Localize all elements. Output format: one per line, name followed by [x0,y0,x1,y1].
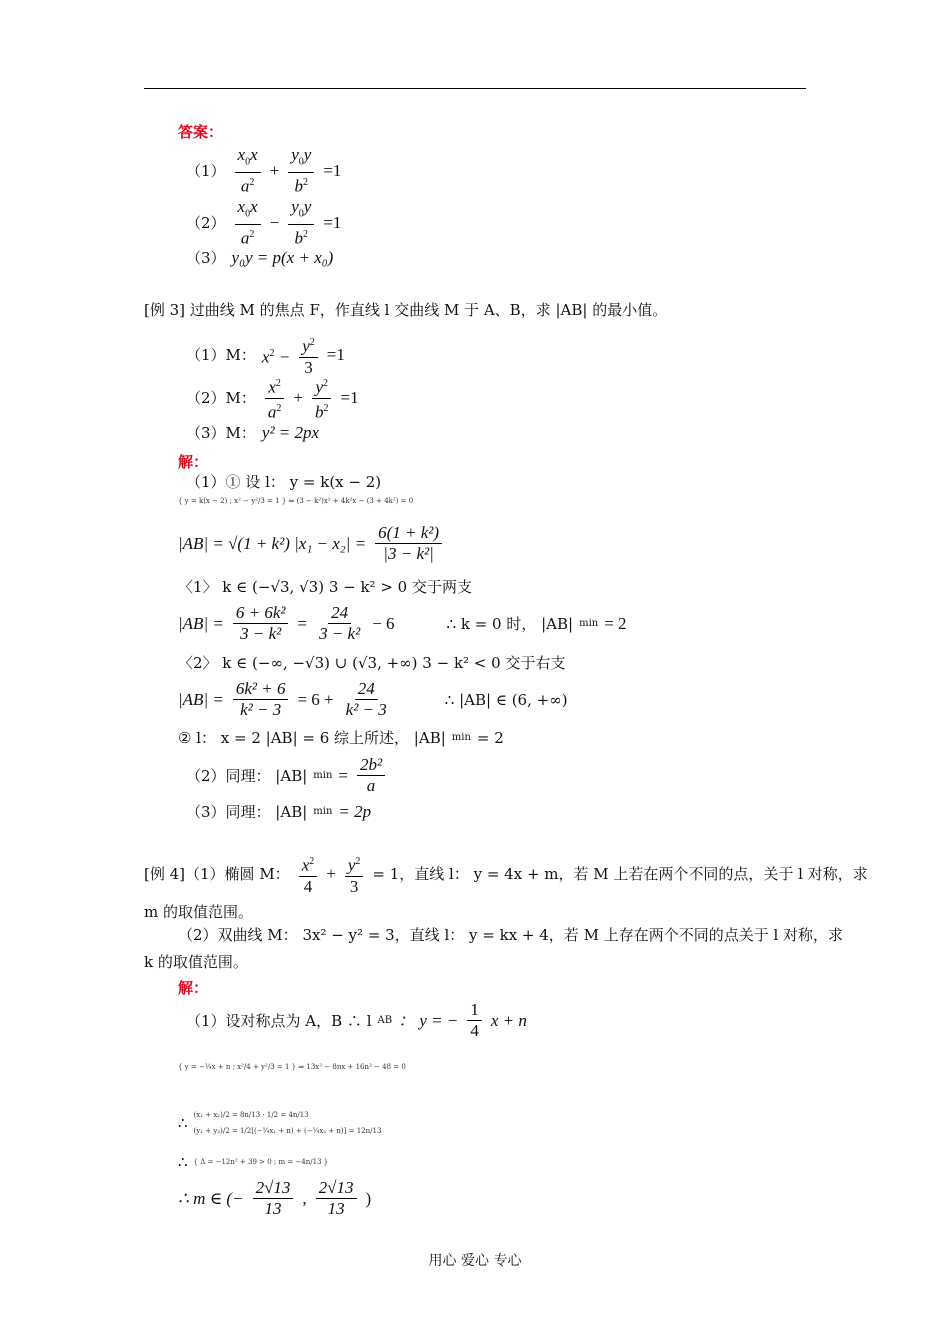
ex3-case-3-formula: y² = 2px [261,423,320,442]
frac-2sqrt13-13-b: $\frac{2√13}{13}$ [316,1178,357,1219]
frac-y0y-b2: $\frac{y_0y}{b^2}$ [288,145,314,197]
sol4-line3 [178,1110,381,1136]
frac-y2-3b: $\frac{y^2}{3}$ [345,852,364,897]
sol3-line1: （1）① 设 l： y = k(x − 2) [186,473,382,491]
sol4-tiny-system: { y = −¼x + n ; x²/4 + y²/3 = 1 } ⇒ 13x² − 8nx + 16n² − 48 = 0 [178,1063,406,1071]
min-sub-3: min [313,769,333,781]
sol3-l6b: = 6 + [297,689,334,709]
sol3-case2: 〈2〉 k ∈ (−∞, −√3) ∪ (√3, +∞) 3 − k² < 0 交于右支 [178,654,566,672]
sol3-l4c: ∴ k = 0 时， |AB| [446,614,574,633]
ex3-case-3-label: （3）M： [186,424,256,442]
frac-x0x-a2: $\frac{x_0x}{a^2}$ [235,145,261,197]
sol3-l4b: − 6 [372,613,395,633]
answer-rhs-1: =1 [323,161,342,181]
ex4-p1b: = 1，直线 l： y = 4x + m，若 M 上若在两个不同的点，关于 l 对称，求 [372,865,868,884]
sol3-line2 [178,523,445,564]
ex3-case-3 [186,423,319,443]
sol3-l4a: |AB| = [178,613,224,633]
frac-l6-2: $\frac{24}{\text{k² − 3}}$ [345,679,387,719]
sol4-tiny2b: (y₁ + y₂)/2 = 1/2[(−¼x₁ + n) + (−¼x₂ + n)] = 12n/13 [193,1127,382,1135]
answer-num-1: （1） [186,162,226,181]
sol3-l9a: （3）同理： |AB| [186,803,308,821]
example4-part1: [例 4]（1）椭圆 M： $\frac{x^2}{4}$ + $\frac{y^2}{3}$ = 1，直线 l： y = 4x + m，若 M 上若在两个不同的点，关于 l 对称，求 [144,852,868,897]
sol3-l7b: = 2 [476,729,504,747]
min-sub-4: min [313,806,333,817]
answer-item-3 [186,248,333,268]
sol4-line5: ∴ m ∈ (− $\frac{2√13}{13}$ , $\frac{2√13}{13}$ ) [178,1178,372,1218]
answer-num-3: （3） [186,249,226,267]
sol3-ab-chord: |AB| = √(1 + k²) |x₁ − x₂| = [178,533,367,553]
sol3-l9b: = 2p [338,802,372,821]
frac-y2-3: $\frac{y^2}{3}$ [299,333,318,378]
frac-l4-1: $\frac{\text{6 + 6k²}}{\text{3 − k²}}$ [233,603,289,644]
sol3-line7 [178,728,504,748]
solution3-label: 解： [178,453,209,471]
sol4-line4 [178,1152,328,1172]
sol4-l1c: x + n [490,1010,527,1030]
min-sub-2: min [451,732,471,743]
ex3-case-2-label: （2）M： [186,389,256,408]
answer-label: 答案： [178,123,224,141]
ex4-p1c: m 的取值范围。 [144,903,253,921]
frac-y2-b2: $\frac{y^2}{b^2}$ [312,374,332,422]
ex3-case-1-label: （1）M： [186,346,256,365]
frac-1-4: $\frac{1}{4}$ [467,1000,482,1041]
sol3-line4: |AB| = $\frac{\text{6 + 6k²}}{\text{3 − k²}}$ = $\frac{24}{\text{3 − k²}}$ − 6 ∴ k = 0 时， |AB| min = 2 [178,603,627,643]
frac-2b2-a: $\frac{\text{2b²}}{a}$ [357,755,385,796]
frac-l4-2: $\frac{24}{\text{3 − k²}}$ [319,603,361,643]
frac-2sqrt13-13-a: $\frac{2√13}{13}$ [253,1178,294,1219]
sol3-case1: 〈1〉 k ∈ (−√3, √3) 3 − k² > 0 交于两支 [178,578,472,596]
ex4-p2a: （2）双曲线 M： 3x² − y² = 3，直线 l： y = kx + 4，若 M 上存在两个不同的点关于 l 对称，求 [178,926,844,944]
answer-num-2: （2） [186,214,226,233]
frac-l6-1: $\frac{\text{6k² + 6}}{\text{k² − 3}}$ [233,679,289,720]
frac-x0x-a2-b: $\frac{x_0x}{a^2}$ [235,197,261,249]
ex3-case-1: （1）M： $x^2$ − $\frac{y^2}{3}$ =1 [186,333,345,378]
sol3-line8: （2）同理： |AB| min = $\frac{\text{2b²}}{a}$ [186,755,388,796]
sol4-l1: （1）设对称点为 A，B ∴ l [186,1011,372,1030]
sol3-l6a: |AB| = [178,689,224,709]
answer-rhs-2: =1 [323,213,342,233]
sol3-l6c: ∴ |AB| ∈ (6, +∞) [444,690,568,709]
answer-formula-3: y₀y = p(x + x₀) [231,248,334,267]
sol3-l7: ② l： x = 2 |AB| = 6 综上所述， |AB| [178,729,446,747]
sol4-l1b: ： y = − [398,1010,459,1030]
sol4-line1 [186,1000,527,1041]
sol3-line6 [178,679,568,720]
ex3-case-2: （2）M： $\frac{x^2}{a^2}$ + $\frac{y^2}{b^2}$ =1 [186,374,359,422]
ex3-case-2-rhs: =1 [340,388,359,408]
sol3-l8a: （2）同理： |AB| [186,766,308,785]
min-sub-1: min [579,617,599,629]
therefore-2: ∴ [178,1153,188,1171]
frac-x2-a2: $\frac{x^2}{a^2}$ [265,374,285,422]
frac-ab-expr: $\frac{\text{6(1 + k²)}}{\text{|3 − k²|}}$ [375,523,442,564]
solution4-label: 解： [178,979,209,997]
header-rule [144,88,806,89]
therefore-1: ∴ [178,1114,188,1132]
ex4-p1a: [例 4]（1）椭圆 M： [144,865,290,884]
sol4-l1sub: AB [377,1014,393,1026]
ex3-case-1-rhs: =1 [326,345,345,365]
frac-y0y-b2-b: $\frac{y_0y}{b^2}$ [288,197,314,249]
sol4-tiny2a: (x₁ + x₂)/2 = 8n/13 · 1/2 = 4n/13 [193,1111,309,1119]
answer-item-1: （1） $\frac{x_0x}{a^2}$ + $\frac{y_0y}{b^2}$ =1 [186,145,342,197]
example3-prompt: [例 3] 过曲线 M 的焦点 F，作直线 l 交曲线 M 于 A、B，求 |AB| 的最小值。 [144,301,668,319]
frac-x2-4: $\frac{x^2}{4}$ [299,852,318,897]
sol3-l4d: = 2 [604,613,627,633]
page-footer: 用心 爱心 专心 [428,1253,522,1269]
sol4-tiny3: { Δ = −12n² + 39 > 0 ; m = −4n/13 } [193,1158,329,1166]
sol3-tiny-system: { y = k(x − 2) ; x² − y²/3 = 1 } ⇒ (3 − k²)x² + 4k²x − (3 + 4k²) = 0 [178,497,414,505]
sol4-l4a: ∴ m ∈ (− [178,1188,244,1208]
answer-item-2: （2） $\frac{x_0x}{a^2}$ − $\frac{y_0y}{b^2}$ =1 [186,197,342,249]
sol3-line9 [186,802,371,822]
ex4-p2b: k 的取值范围。 [144,953,248,971]
